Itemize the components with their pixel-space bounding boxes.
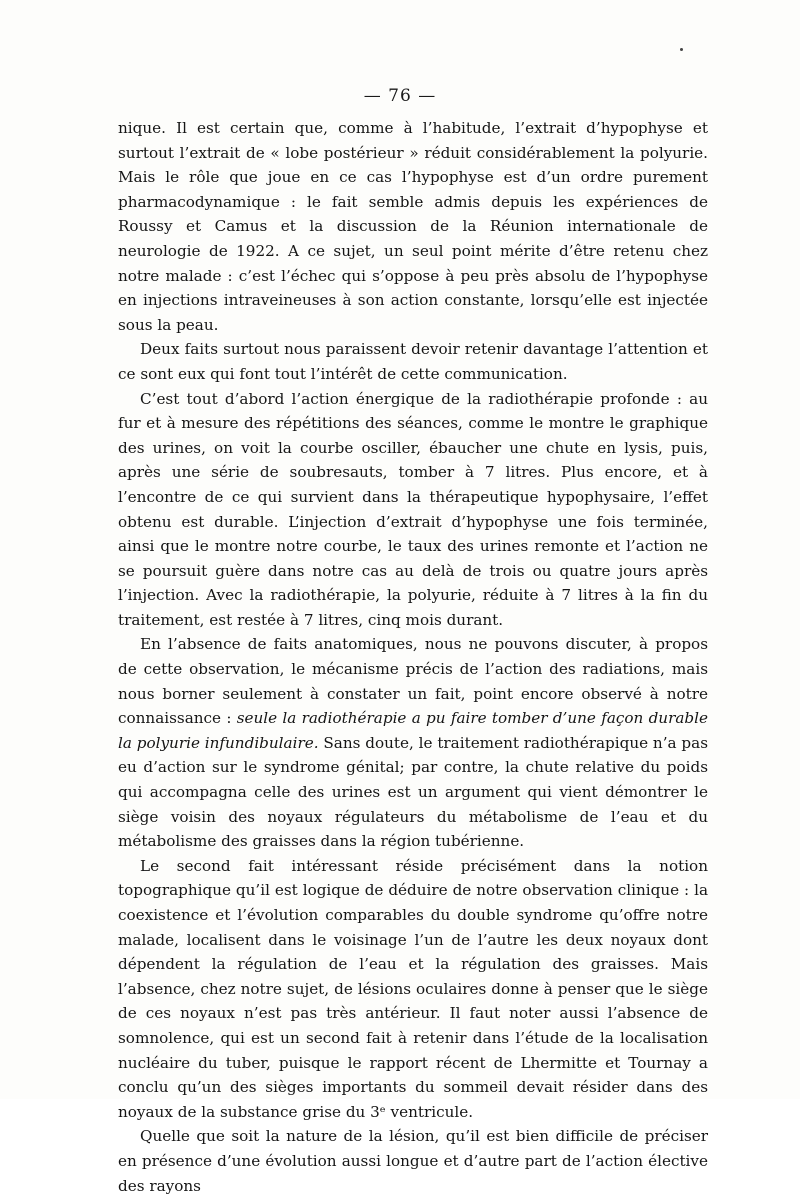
paragraph-4-italic-emphasis: seule la radiothérapie a pu faire tomber d’une façon durable la polyurie infundibulaire.	[118, 709, 708, 752]
page-number: — 76 —	[363, 86, 437, 106]
paper-speck	[680, 48, 683, 51]
paragraph-6: Quelle que soit la nature de la lésion, qu’il est bien difficile de préciser en présence d’une évolution aussi longue et d’autre part de l’action élective des rayons	[118, 1127, 708, 1195]
body-text	[118, 116, 708, 1198]
paragraph-2: Deux faits surtout nous paraissent devoir retenir davantage l’attention et ce sont eux qui font tout l’intérêt de cette communication.	[118, 340, 708, 383]
paragraph-4-text-before: En l’absence de faits anatomiques, nous ne pouvons discuter, à propos de cette observation, le mécanisme précis de l’action des radiations, mais nous borner seulement à constater un fait, point encore observé à notre connaissance :	[118, 635, 708, 728]
paragraph-3: C’est tout d’abord l’action énergique de la radiothérapie profonde : au fur et à mesure des répétitions des séances, comme le montre le graphique des urines, on voit la courbe osciller, ébaucher une chute en lysis, puis, après une série de soubresauts, tomber à 7 litres. Plus encore, et à l’encontre de ce qui survient dans la thérapeutique hypophysaire, l’effet obtenu est durable. L’injection d’extrait d’hypophyse une fois terminée, ainsi que le montre notre courbe, le taux des urines remonte et l’action ne se poursuit guère dans notre cas au delà de trois ou quatre jours après l’injection. Avec la radiothérapie, la polyurie, réduite à 7 litres à la fin du traitement, est restée à 7 litres, cinq mois durant.	[118, 389, 708, 629]
paragraph-4	[118, 632, 708, 853]
paragraph-4-text-after: Sans doute, le traitement radiothérapique n’a pas eu d’action sur le syndrome génital; par contre, la chute relative du poids qui accompagna celle des urines est un argument qui vient démontrer le siège voisin des noyaux régulateurs du métabolisme de l’eau et du métabolisme des graisses dans la région tubérienne.	[118, 733, 708, 851]
paragraph-5: Le second fait intéressant réside précisément dans la notion topographique qu’il est logique de déduire de notre observation clinique : la coexistence et l’évolution comparables du double syndrome qu’offre notre malade, localisent dans le voisinage l’un de l’autre les deux noyaux dont dépendent la régulation de l’eau et la régulation des graisses. Mais l’absence, chez notre sujet, de lésions oculaires donne à penser que le siège de ces noyaux n’est pas très antérieur. Il faut noter aussi l’absence de somnolence, qui est un second fait à retenir dans l’étude de la localisation nucléaire du tuber, puisque le rapport récent de Lhermitte et Tournay a conclu qu’un des sièges importants du sommeil devait résider dans des noyaux de la substance grise du 3ᵉ ventricule.	[118, 856, 708, 1121]
paragraph-1: nique. Il est certain que, comme à l’habitude, l’extrait d’hypophyse et surtout l’extrait de « lobe postérieur » réduit considérablement la polyurie. Mais le rôle que joue en ce cas l’hypophyse est d’un ordre purement pharmacodynamique : le fait semble admis depuis les expériences de Roussy et Camus et la discussion de la Réunion internationale de neurologie de 1922. A ce sujet, un seul point mérite d’être retenu chez notre malade : c’est l’échec qui s’oppose à peu près absolu de l’hypophyse en injections intraveineuses à son action constante, lorsqu’elle est injectée sous la peau.	[118, 119, 708, 334]
